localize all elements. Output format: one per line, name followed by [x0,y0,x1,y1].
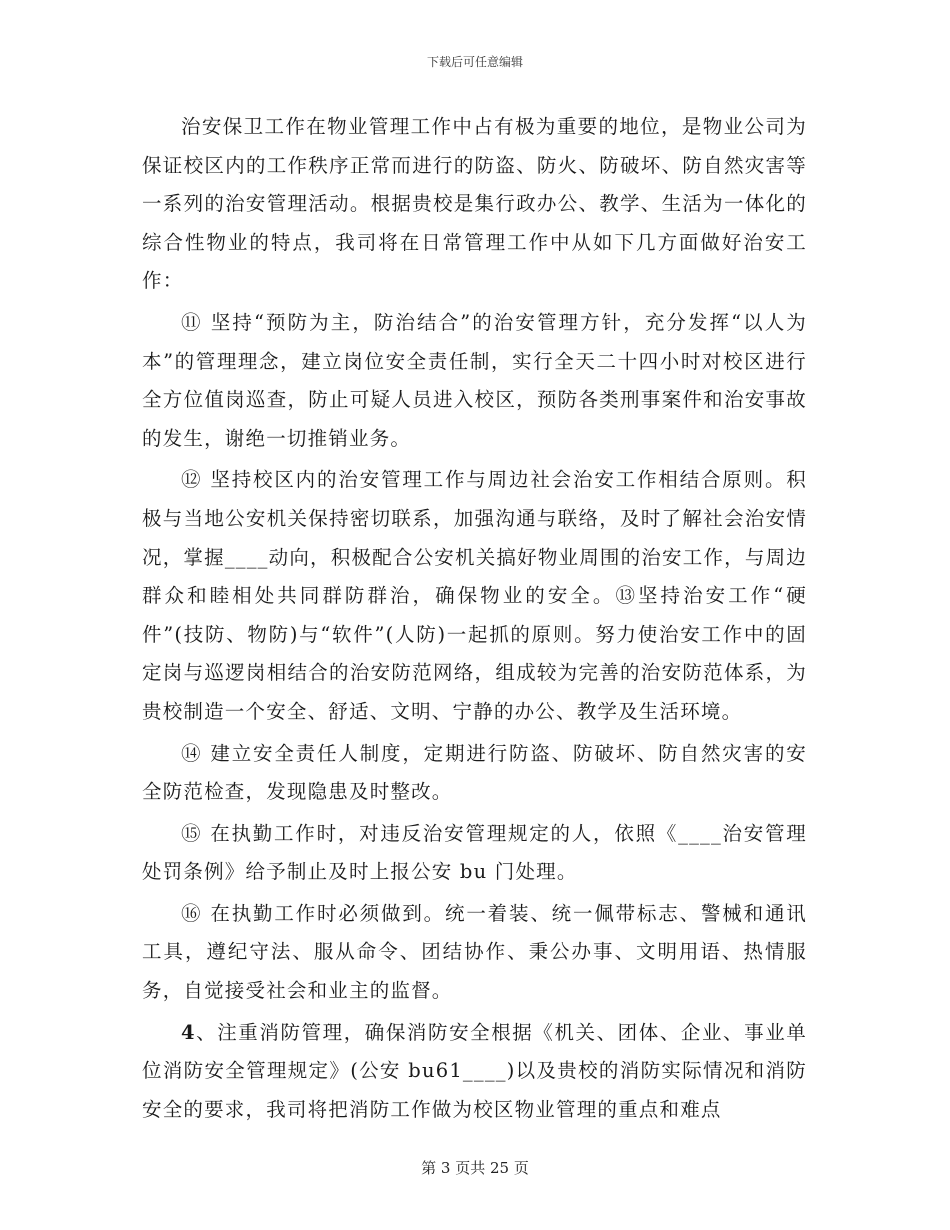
paragraph-item-12: ⑫ 坚持校区内的治安管理工作与周边社会治安工作相结合原则。积极与当地公安机关保持密切联系，加强沟通与联络，及时了解社会治安情况，掌握____动向，积极配合公安机关搞好物业周围的治安工作，与周边群众和睦相处共同群防群治，确保物业的安全。⑬坚持治安工作“硬件”(技防、物防)与“软件”(人防)一起抓的原则。努力使治安工作中的固定岗与巡逻岗相结合的治安防范网络，组成较为完善的治安防范体系，为贵校制造一个安全、舒适、文明、宁静的办公、教学及生活环境。 [142,468,807,723]
paragraph-intro: 治安保卫工作在物业管理工作中占有极为重要的地位，是物业公司为保证校区内的工作秩序正常而进行的防盗、防火、防破坏、防自然灾害等一系列的治安管理活动。根据贵校是集行政办公、教学、生活为一体化的综合性物业的特点，我司将在日常管理工作中从如下几方面做好治安工作： [142,115,807,293]
paragraph-item-14: ⑭ 建立安全责任人制度，定期进行防盗、防破坏、防自然灾害的安全防范检查，发现隐患及时整改。 [142,741,807,804]
document-body [142,108,807,1129]
paragraph-section-4 [142,1014,807,1130]
page-footer: 第 3 页共 25 页 [421,1159,529,1177]
section-text: 、注重消防管理，确保消防安全根据《机关、团体、企业、事业单位消防安全管理规定》(公安 bu61____)以及贵校的消防实际情况和消防安全的要求，我司将把消防工作做为校区物业管理的重点和难点 [142,1020,807,1121]
paragraph-item-15: ⑮ 在执勤工作时，对违反治安管理规定的人，依照《____治安管理处罚条例》给予制止及时上报公安 bu 门处理。 [142,821,807,884]
section-number: 4 [181,1020,196,1044]
page-header: 下载后可任意编辑 [426,55,523,69]
paragraph-item-16: ⑯ 在执勤工作时必须做到。统一着装、统一佩带标志、警械和通讯工具，遵纪守法、服从命令、团结协作、秉公办事、文明用语、热情服务，自觉接受社会和业主的监督。 [142,901,807,1003]
paragraph-item-11: ⑪ 坚持“预防为主，防治结合”的治安管理方针，充分发挥“以人为本”的管理理念，建立岗位安全责任制，实行全天二十四小时对校区进行全方位值岗巡查，防止可疑人员进入校区，预防各类刑事案件和治安事故的发生，谢绝一切推销业务。 [142,310,807,450]
